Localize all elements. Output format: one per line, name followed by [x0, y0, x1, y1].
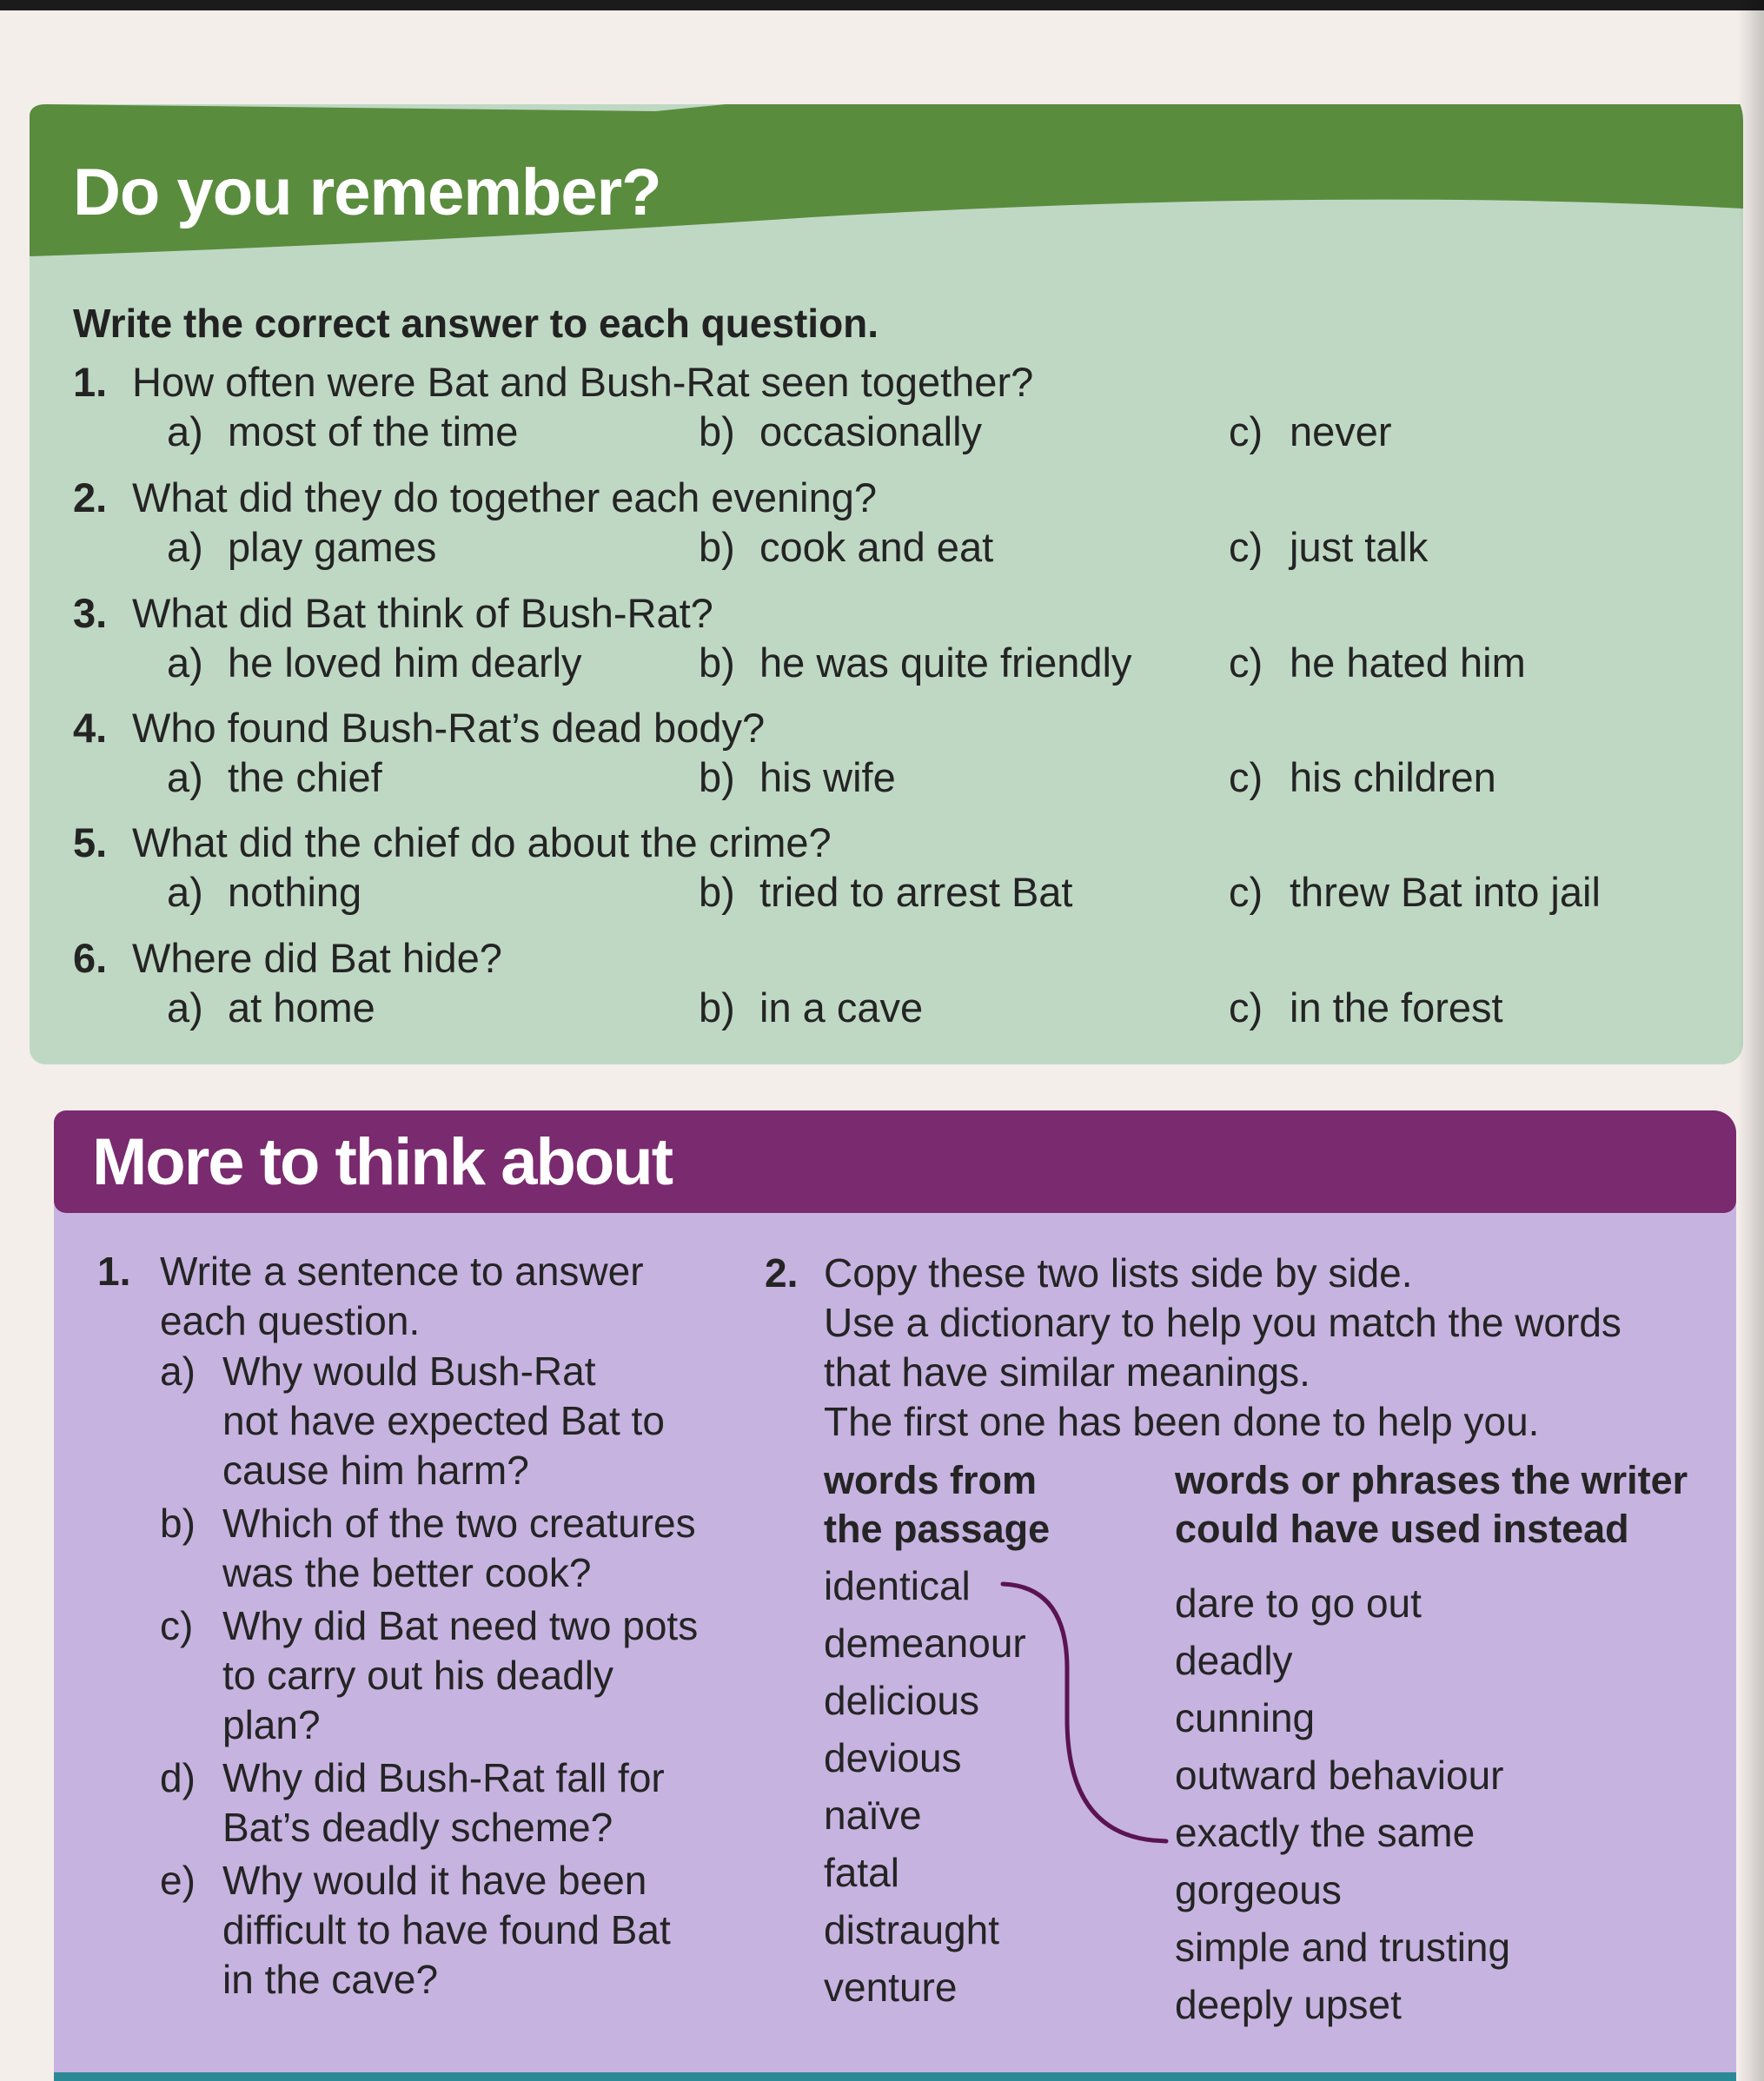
option-c: c) threw Bat into jail [1229, 869, 1601, 915]
option-a: a) at home [167, 984, 375, 1031]
replacement-word: exactly the same [1175, 1810, 1476, 1855]
item-e-line: Why would it have been [222, 1858, 647, 1903]
section-title: More to think about [92, 1125, 673, 1199]
item-a-line: Why would Bush-Rat [222, 1349, 596, 1394]
passage-word: venture [824, 1965, 958, 2010]
passage-word: fatal [824, 1850, 899, 1895]
option-c: c) he hated him [1229, 640, 1526, 686]
option-a: a) nothing [167, 869, 362, 915]
question-number: 1. [73, 359, 108, 405]
item-c-line: plan? [222, 1702, 321, 1747]
question-number: 6. [73, 935, 108, 981]
question-text: What did Bat think of Bush-Rat? [132, 590, 713, 636]
item-e-letter: e) [160, 1858, 196, 1903]
question-3 [73, 589, 1724, 711]
option-b: b) tried to arrest Bat [699, 869, 1073, 915]
option-b: b) cook and eat [699, 524, 994, 570]
item-b-line: was the better cook? [222, 1550, 592, 1595]
example-match-line [54, 1110, 1736, 2081]
right-column-heading: words or phrases the writer could have used instead [1175, 1458, 1688, 1551]
item-d-line: Why did Bush-Rat fall for [222, 1755, 665, 1800]
option-b: b) his wife [699, 754, 896, 800]
question-text: What did the chief do about the crime? [132, 819, 832, 865]
question-1 [73, 358, 1724, 480]
item-a-line: not have expected Bat to [222, 1398, 665, 1443]
option-a: a) play games [167, 524, 437, 570]
page-shadow [1738, 0, 1764, 2081]
task-1-intro: each question. [160, 1298, 421, 1343]
passage-word: delicious [824, 1678, 979, 1723]
task-2-line: The first one has been done to help you. [824, 1399, 1540, 1444]
task-1-intro: Write a sentence to answer [160, 1249, 644, 1294]
option-c: c) in the forest [1229, 984, 1503, 1031]
option-a: a) he loved him dearly [167, 640, 582, 686]
item-e-line: in the cave? [222, 1957, 439, 2002]
question-4 [73, 704, 1724, 825]
replacement-word: gorgeous [1175, 1867, 1342, 1912]
passage-word: devious [824, 1735, 962, 1780]
task-2-line: Copy these two lists side by side. [824, 1250, 1413, 1296]
passage-word: demeanour [824, 1620, 1026, 1666]
option-b: b) in a cave [699, 984, 924, 1031]
question-text: What did they do together each evening? [132, 474, 878, 520]
item-c-line: Why did Bat need two pots [222, 1603, 699, 1648]
item-c-letter: c) [160, 1603, 194, 1648]
question-text: Who found Bush-Rat’s dead body? [132, 705, 766, 751]
task-2-number: 2. [765, 1250, 799, 1296]
item-a-letter: a) [160, 1349, 196, 1394]
question-text: How often were Bat and Bush-Rat seen together? [132, 359, 1034, 405]
question-5 [73, 818, 1724, 940]
item-a-line: cause him harm? [222, 1448, 529, 1493]
passage-word: identical [824, 1563, 971, 1608]
item-b-letter: b) [160, 1501, 196, 1546]
question-number: 4. [73, 705, 108, 751]
left-column-heading: words from the passage [824, 1458, 1051, 1551]
instruction-text: Write the correct answer to each question. [73, 301, 879, 346]
item-e-line: difficult to have found Bat [222, 1907, 671, 1952]
more-to-think-about-panel [54, 1110, 1736, 2081]
do-you-remember-panel [30, 104, 1743, 1064]
option-c: c) his children [1229, 754, 1496, 800]
option-b: b) occasionally [699, 408, 983, 454]
option-a: a) most of the time [167, 408, 519, 454]
passage-word: naïve [824, 1793, 922, 1838]
replacement-word: outward behaviour [1175, 1753, 1504, 1798]
section-title: Do you remember? [73, 156, 661, 229]
task-2-line: that have similar meanings. [824, 1349, 1310, 1395]
passage-word: distraught [824, 1907, 1000, 1952]
option-c: c) just talk [1229, 524, 1429, 570]
item-c-line: to carry out his deadly [222, 1653, 614, 1698]
next-section-edge [54, 2072, 1736, 2081]
option-c: c) never [1229, 408, 1392, 454]
question-number: 2. [73, 474, 108, 520]
item-d-line: Bat’s deadly scheme? [222, 1805, 613, 1850]
option-b: b) he was quite friendly [699, 640, 1132, 686]
task-2-line: Use a dictionary to help you match the words [824, 1300, 1621, 1345]
replacement-word: simple and trusting [1175, 1925, 1511, 1970]
question-text: Where did Bat hide? [132, 935, 502, 981]
replacement-word: cunning [1175, 1695, 1316, 1740]
item-b-line: Which of the two creatures [222, 1501, 696, 1546]
question-6 [73, 934, 1724, 1056]
question-number: 3. [73, 590, 108, 636]
replacement-word: dare to go out [1175, 1581, 1422, 1626]
replacement-word: deeply upset [1175, 1982, 1402, 2027]
replacement-word: deadly [1175, 1638, 1293, 1683]
question-number: 5. [73, 819, 108, 865]
task-1-number: 1. [97, 1249, 131, 1294]
page-top-edge [0, 0, 1764, 10]
item-d-letter: d) [160, 1755, 196, 1800]
question-2 [73, 474, 1724, 595]
option-a: a) the chief [167, 754, 382, 800]
